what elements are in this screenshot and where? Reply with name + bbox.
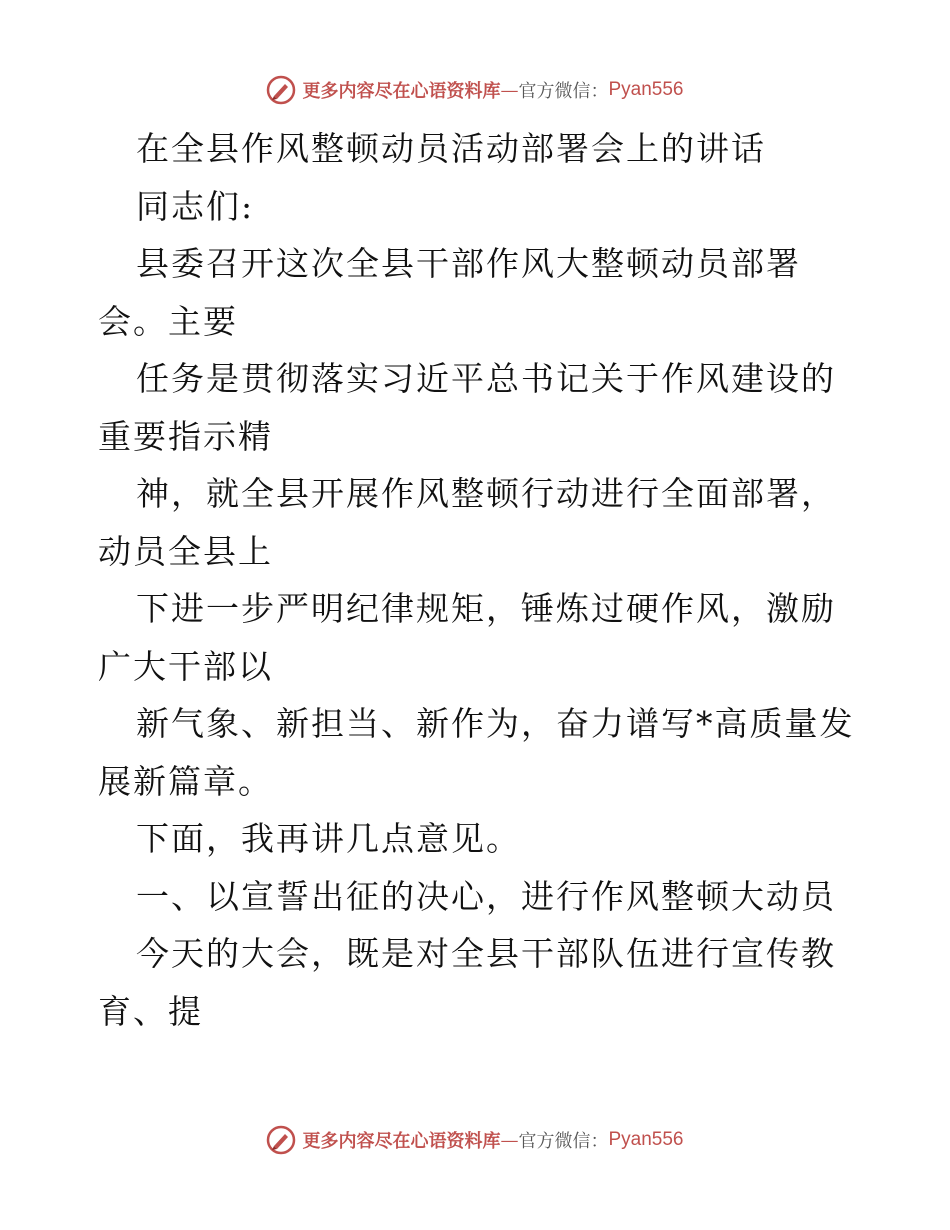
section-heading: 一、以宣誓出征的决心，进行作风整顿大动员 (136, 876, 836, 916)
paragraph: 下面，我再讲几点意见。 (136, 819, 521, 858)
header-separator: — (500, 79, 519, 101)
paragraph: 今天的大会，既是对全县干部队伍进行宣传教育、提 (98, 934, 836, 1031)
footer-wechat-label: 官方微信： (518, 1131, 609, 1152)
header-watermark (0, 72, 950, 108)
header-site-name: 更多内容尽在心语资料库 (302, 81, 501, 102)
footer-wechat-id: Pyan556 (608, 1129, 684, 1150)
footer-separator: — (500, 1129, 519, 1151)
salutation: 同志们: (136, 186, 255, 226)
document-body (98, 120, 858, 1040)
paragraph: 下进一步严明纪律规矩，锤炼过硬作风，激励广大干部以 (98, 589, 836, 686)
header-wechat-id: Pyan556 (608, 79, 684, 100)
header-wechat-label: 官方微信： (518, 81, 609, 102)
pen-logo-icon (266, 75, 296, 105)
paragraph: 神，就全县开展作风整顿行动进行全面部署，动员全县上 (98, 474, 836, 571)
pen-logo-icon (266, 1125, 296, 1155)
document-title: 在全县作风整顿动员活动部署会上的讲话 (136, 129, 766, 168)
paragraph: 县委召开这次全县干部作风大整顿动员部署会。主要 (98, 244, 801, 341)
footer-site-name: 更多内容尽在心语资料库 (302, 1131, 501, 1152)
footer-watermark (0, 1122, 950, 1158)
paragraph: 新气象、新担当、新作为，奋力谱写*高质量发展新篇章。 (98, 704, 855, 801)
paragraph: 任务是贯彻落实习近平总书记关于作风建设的重要指示精 (98, 359, 836, 456)
